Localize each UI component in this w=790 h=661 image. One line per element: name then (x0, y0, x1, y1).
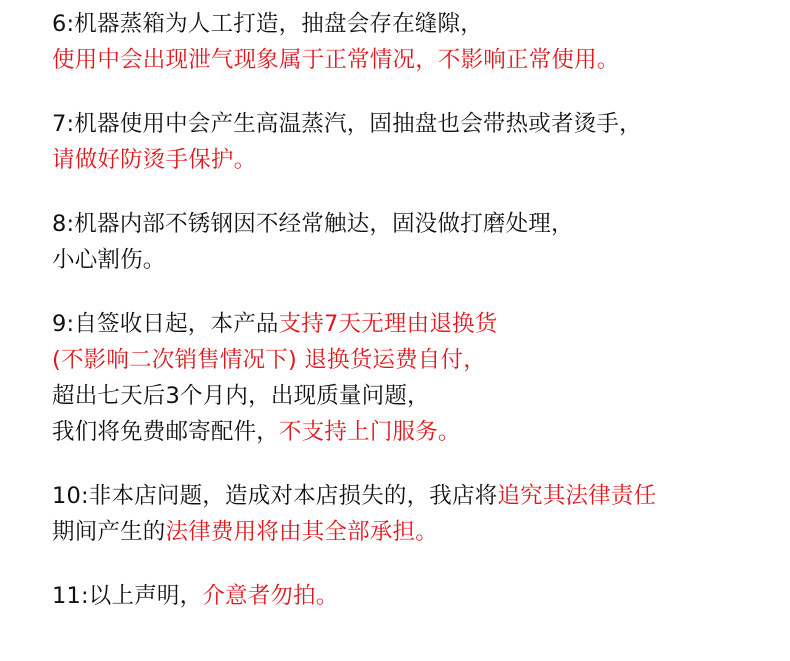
section-spacer (52, 450, 788, 478)
notice-section (52, 206, 788, 278)
notice-section (52, 6, 788, 78)
highlighted-text: (不影响二次销售情况下) 退换货运费自付， (52, 347, 486, 373)
notice-section (52, 106, 788, 178)
body-text: 8:机器内部不锈钢因不经常触达，固没做打磨处理， (52, 211, 574, 237)
notice-line (52, 206, 788, 242)
notice-line (52, 378, 788, 414)
notice-line (52, 142, 788, 178)
notice-section (52, 478, 788, 550)
notice-line (52, 414, 788, 450)
highlighted-text: 支持7天无理由退换货 (278, 311, 498, 337)
body-text: 期间产生的 (52, 519, 166, 545)
notice-line (52, 6, 788, 42)
section-spacer (52, 178, 788, 206)
notice-line (52, 478, 788, 514)
body-text: 9:自签收日起，本产品 (52, 311, 279, 337)
notice-line (52, 578, 788, 614)
highlighted-text: 介意者勿拍。 (202, 583, 339, 609)
highlighted-text: 请做好防烫手保护。 (52, 147, 257, 173)
body-text: 6:机器蒸箱为人工打造，抽盘会存在缝隙， (52, 11, 483, 37)
notice-line (52, 342, 788, 378)
body-text: 11:以上声明， (52, 583, 203, 609)
notice-document (52, 6, 788, 614)
notice-line (52, 42, 788, 78)
section-spacer (52, 278, 788, 306)
highlighted-text: 追究其法律责任 (497, 483, 657, 509)
notice-line (52, 514, 788, 550)
highlighted-text: 使用中会出现泄气现象属于正常情况，不影响正常使用。 (52, 47, 620, 73)
body-text: 小心割伤。 (52, 247, 166, 273)
highlighted-text: 法律费用将由其全部承担。 (165, 519, 438, 545)
section-spacer (52, 550, 788, 578)
body-text: 超出七天后3个月内，出现质量问题， (52, 383, 430, 409)
section-spacer (52, 78, 788, 106)
notice-section (52, 578, 788, 614)
body-text: 我们将免费邮寄配件， (52, 419, 280, 445)
notice-line (52, 106, 788, 142)
notice-line (52, 306, 788, 342)
notice-line (52, 242, 788, 278)
body-text: 7:机器使用中会产生高温蒸汽，固抽盘也会带热或者烫手， (52, 111, 642, 137)
notice-section (52, 306, 788, 450)
highlighted-text: 不支持上门服务。 (279, 419, 461, 445)
body-text: 10:非本店问题，造成对本店损失的，我店将 (52, 483, 498, 509)
